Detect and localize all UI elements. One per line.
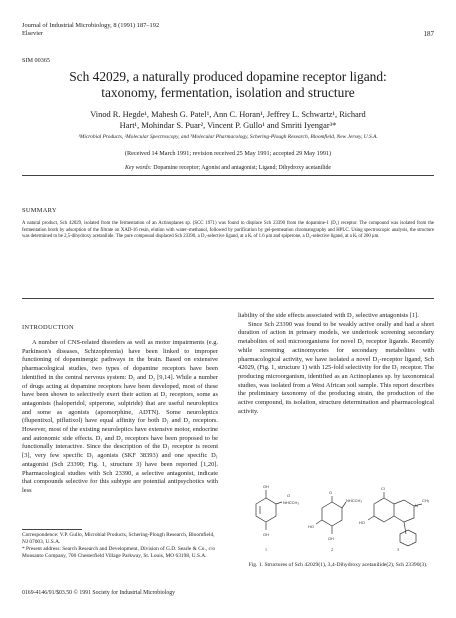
compound-3-ring-b (394, 500, 414, 522)
atom-n: N (415, 503, 418, 508)
compound-1-ring (256, 498, 276, 522)
affiliations: ¹Microbial Products, ²Molecular Spectroscopy, and ³Molecular Pharmacology, Schering-Plough Research, Bloomfield, New Jersey, U.S.A. (78, 134, 378, 140)
atom-o-1: O (287, 493, 291, 498)
atom-ch3: CH₃ (422, 498, 430, 503)
atom-ho-3: HO (359, 520, 365, 525)
left-column (22, 339, 218, 496)
sim-code: SIM 00365 (22, 57, 51, 64)
compound-2-ring (322, 502, 342, 526)
intro-paragraph-2: liability of the side effects associated with D₂ selective antagonists [1]. (238, 312, 419, 319)
keywords-label: Key words: (124, 165, 152, 171)
summary-text: A natural product, Sch 42029, isolated from the fermentation of an Actinoplanes sp. (SCC 1971) was found to displace Sch 23390 from the dopamine-1 (D₁) receptor. The compound was isolated from the fermentation broth by adsorption of the filtrate on XAD-16 resin, elution with water–methanol, followed by purification by gel-permeation chromatography and HPLC. Using spectroscopic analysis, the structure was determined to be 2,5-dihydroxy acetanilide. The pure compound displaced Sch 23390, a D₁-selective ligand, at a Kᵢ of 1.6 μm and spiperone, a D₂-selective ligand, at a Kᵢ of 200 μm. (22, 221, 434, 239)
footnote-rule (22, 529, 82, 530)
structures-figure (234, 476, 438, 556)
figure-caption: Fig. 1. Structures of Sch 42029(1), 3,4-Dihydroxy acetanilide(2), Sch 23390(3). (248, 562, 428, 568)
page-number: 187 (423, 30, 434, 38)
correspondence-note: Correspondence: V.P. Gullo, Microbial Products, Schering-Plough Research, Bloomfield, NJ 07003, U.S.A. (22, 532, 215, 545)
compound-3-ring-a (374, 498, 394, 522)
compound-1-label: 1 (265, 547, 267, 552)
received-dates: (Received 14 March 1991; revision received 25 May 1991; accepted 29 May 1991) (124, 150, 332, 157)
atom-oh-1: OH (263, 484, 269, 489)
right-column (238, 312, 434, 416)
footnotes (22, 532, 218, 560)
authors-line-2: Hart¹, Mohindar S. Puar², Vincent P. Gullo¹ and Smriti Iyengar³* (119, 120, 337, 130)
atom-o-2: O (329, 490, 333, 495)
compound-3-phenyl (400, 530, 416, 546)
divider-bottom (22, 298, 434, 299)
journal-line-1: Journal of Industrial Microbiology, 8 (1991) 187–192 (22, 22, 160, 29)
compound-2-label: 2 (331, 547, 333, 552)
authors-line-1: Vinod R. Hegde¹, Mahesh G. Patel¹, Ann C. Horan¹, Jeffrey L. Schwartz¹, Richard (90, 110, 366, 119)
article-title (20, 69, 436, 101)
compound-3-label: 3 (397, 547, 399, 552)
atom-cl: Cl (381, 486, 385, 491)
journal-citation (22, 22, 322, 38)
title-line-2: taxonomy, fermentation, isolation and structure (101, 85, 355, 100)
divider-top (22, 175, 434, 176)
author-list (24, 110, 432, 131)
atom-ho-2: HO (308, 524, 314, 529)
summary-heading: SUMMARY (22, 207, 57, 214)
copyright-line: 0169-4146/91/$03.50 © 1991 Society for Industrial Microbiology (22, 590, 176, 596)
keywords-text: Dopamine receptor; Agonist and antagonist; Ligand; Dihydroxy acetanilide (153, 165, 332, 171)
introduction-heading: INTRODUCTION (22, 324, 74, 331)
atom-nhcoch3-1: NHCCH₃ (283, 500, 300, 505)
journal-line-2: Elsevier (22, 30, 43, 37)
keywords (20, 165, 436, 171)
atom-nhcoch3-2: NHCCH₃ (346, 498, 363, 503)
present-address-note: * Present address: Search Research and Development, Division of G.D. Searle & Co., c/o Monsanto Company, 700 Chesterfield Village Parkway, St. Louis, MO 63198, U.S.A. (22, 546, 216, 559)
atom-oh-3: OH (328, 536, 334, 541)
atom-oh-2: OH (263, 532, 269, 537)
intro-paragraph-3: Since Sch 23390 was found to be weakly active orally and had a short duration of action in primary models, we undertook screening secondary metabolites of soil microorganisms for novel D₁ receptor ligands. Recently while screening actinomycetes for secondary metabolites with pharmacological activity, we have isolated a novel D₁-receptor ligand, Sch 42029, (Fig. 1, structure 1) with 125-fold selectivity for the D₁ receptor. The producing microorganism, identified as an Actinoplanes sp. by taxonomical studies, was isolated from a West African soil sample. This report describes the preliminary taxonomy of the producing strain, the production of the active compound, its isolation, structure determination and pharmacological activity. (238, 320, 434, 415)
intro-paragraph-1: A number of CNS-related disorders as well as motor impairments (e.g. Parkinson's diseases, Schizophrenia) have been linked to improper functioning of dopaminergic pathways in the brain. Based on extensive pharmacological studies, two types of dopamine receptors have been identified in the central nervous system: D₁ and D₂ [9,14]. While a number of drugs acting at dopamine receptors have been developed, most of these have been shown to selectively exert their action at D₂ receptors, some as antagonists (haloperidol, spiperone, sulpiride) that are useful neuroleptics and some as agonists (apomorphine, ADTN). Some neuroleptics (flupentixol, piflutixol) have equal affinity for both D₁ and D₂ receptors. However, most of the existing neuroleptics have extensive motor, endocrine and autonomic side effects. D₁ and D₂ receptors have been proposed to be functionally interactive. Since the description of the D₁ receptor is recent [3], very few specific D₁ agonists (SKF 38393) and one specific D₁ antagonist (Sch 23390; Fig. 1, structure 3) have been reported [1,20]. Pharmacological studies with Sch 23390, a selective antagonist, indicate that compounds selective for this subtype are potential antipsychotics with less (22, 339, 218, 494)
title-line-1: Sch 42029, a naturally produced dopamine receptor ligand: (69, 69, 387, 84)
